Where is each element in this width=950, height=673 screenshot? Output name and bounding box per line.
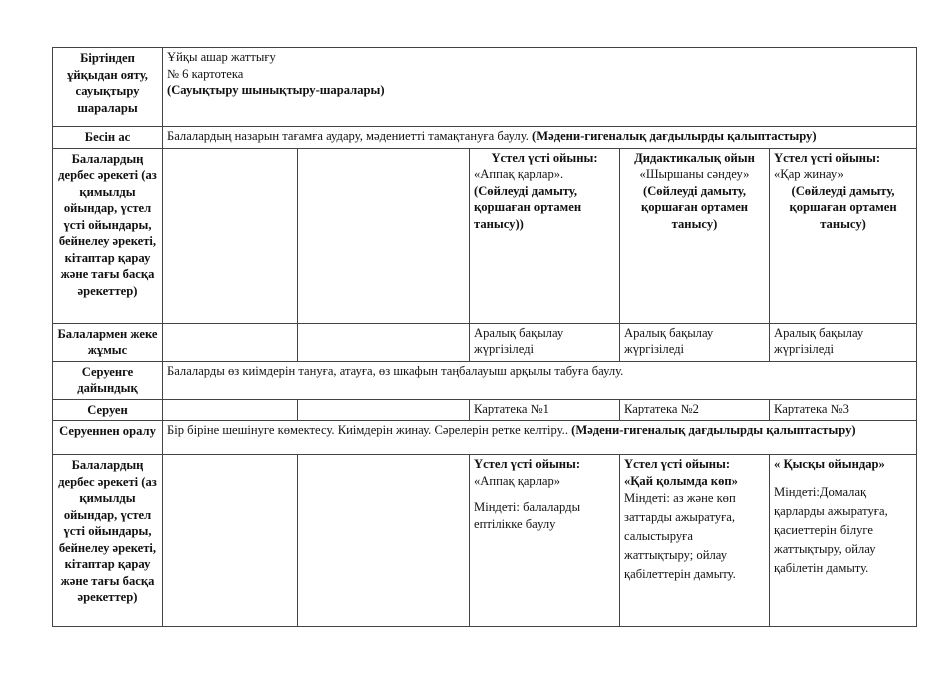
row-wakeup [53, 48, 917, 127]
individual-col3: Аралық бақылау жүргізіледі [470, 323, 620, 361]
game-title: Үстел үсті ойыны: [491, 150, 598, 165]
game-goal: (Сөйлеуді дамыту, қоршаған ортамен танысу) [640, 183, 749, 231]
game-name: «Қар жинау» [774, 167, 844, 181]
empty-cell [298, 455, 470, 627]
row-label: Бесін ас [53, 127, 163, 149]
free2-col5 [770, 455, 917, 627]
row-label: Серуен [53, 399, 163, 421]
empty-cell [298, 323, 470, 361]
row-label: Біртіндеп ұйқыдан ояту, сауықтыру шаралары [53, 48, 163, 127]
return-walk-content [163, 421, 917, 455]
game-title: Үстел үсті ойыны: [774, 150, 881, 165]
row-label: Балалардың дербес әрекеті (аз қимылды ойындар, үстел үсті ойындары, бейнелеу әрекеті, кітаптар қарау және тағы басқа әрекеттер) [53, 148, 163, 323]
wakeup-line3: (Сауықтыру шынықтыру-шаралары) [167, 83, 385, 97]
row-label: Серуеннен оралу [53, 421, 163, 455]
free1-col5 [770, 148, 917, 323]
game-name: «Шыршаны сәндеу» [639, 167, 750, 181]
free1-col3 [470, 148, 620, 323]
free2-col4 [620, 455, 770, 627]
individual-col4: Аралық бақылау жүргізіледі [620, 323, 770, 361]
row-snack [53, 127, 917, 149]
game-name: «Аппақ қарлар» [474, 473, 561, 488]
row-label: Балалардың дербес әрекеті (аз қимылды ойындар, үстел үсті ойындары, бейнелеу әрекеті, кітаптар қарау және тағы басқа әрекеттер) [53, 455, 163, 627]
snack-text: Балалардың назарын тағамға аудару, мәдениетті тамақтануға баулу. [167, 129, 529, 143]
wakeup-line1: Ұйқы ашар жаттығу [167, 50, 276, 64]
empty-cell [163, 323, 298, 361]
game-name: «Аппақ қарлар». [474, 167, 564, 181]
game-goal: (Сөйлеуді дамыту, қоршаған ортамен танысу)) [474, 183, 582, 231]
empty-cell [298, 399, 470, 421]
prep-walk-text: Балаларды өз киімдерін тануға, атауға, өз шкафын таңбалауыш арқылы табуға баулу. [163, 361, 917, 399]
wakeup-line2: № 6 картотека [167, 66, 244, 81]
game-task: Міндеті: аз және көп заттарды ажыратуға, салыстыруға жаттықтыру; ойлау қабілеттерін дамыту. [624, 491, 736, 581]
game-title: « Қысқы ойындар» [774, 457, 885, 471]
row-individual [53, 323, 917, 361]
walk-col3: Картатека №1 [470, 399, 620, 421]
empty-cell [163, 148, 298, 323]
walk-col5: Картатека №3 [770, 399, 917, 421]
schedule-table [52, 47, 917, 627]
empty-cell [163, 455, 298, 627]
return-walk-text: Бір біріне шешінуге көмектесу. Киімдерін жинау. Сәрелерін ретке келтіру.. [167, 423, 568, 437]
game-name: «Қай қолымда көп» [624, 473, 738, 488]
empty-cell [298, 148, 470, 323]
snack-content [163, 127, 917, 149]
walk-col4: Картатека №2 [620, 399, 770, 421]
row-label: Балалармен жеке жұмыс [53, 323, 163, 361]
wakeup-content [163, 48, 917, 127]
game-task: Міндеті:Домалақ қарларды ажыратуға, қасиеттерін білуге жаттықтыру, ойлау қабілетін дамыту. [774, 484, 888, 575]
game-title: Үстел үсті ойыны: [474, 457, 581, 471]
game-task: Міндеті: балаларды ептілікке баулу [474, 500, 581, 531]
snack-bold: (Мәдени-гигеналық дағдылырды қалыптастыру) [532, 129, 817, 143]
game-title: Дидактикалық ойын [634, 150, 755, 165]
row-free-activity-2 [53, 455, 917, 627]
game-goal: (Сөйлеуді дамыту, қоршаған ортамен танысу) [789, 183, 897, 231]
individual-col5: Аралық бақылау жүргізіледі [770, 323, 917, 361]
free2-col3 [470, 455, 620, 627]
row-walk [53, 399, 917, 421]
game-title: Үстел үсті ойыны: [624, 457, 731, 471]
free1-col4 [620, 148, 770, 323]
row-return-walk [53, 421, 917, 455]
row-free-activity-1 [53, 148, 917, 323]
return-walk-bold: (Мәдени-гигеналық дағдылырды қалыптастыру) [571, 423, 856, 437]
row-label: Серуенге дайындық [53, 361, 163, 399]
row-prep-walk [53, 361, 917, 399]
empty-cell [163, 399, 298, 421]
